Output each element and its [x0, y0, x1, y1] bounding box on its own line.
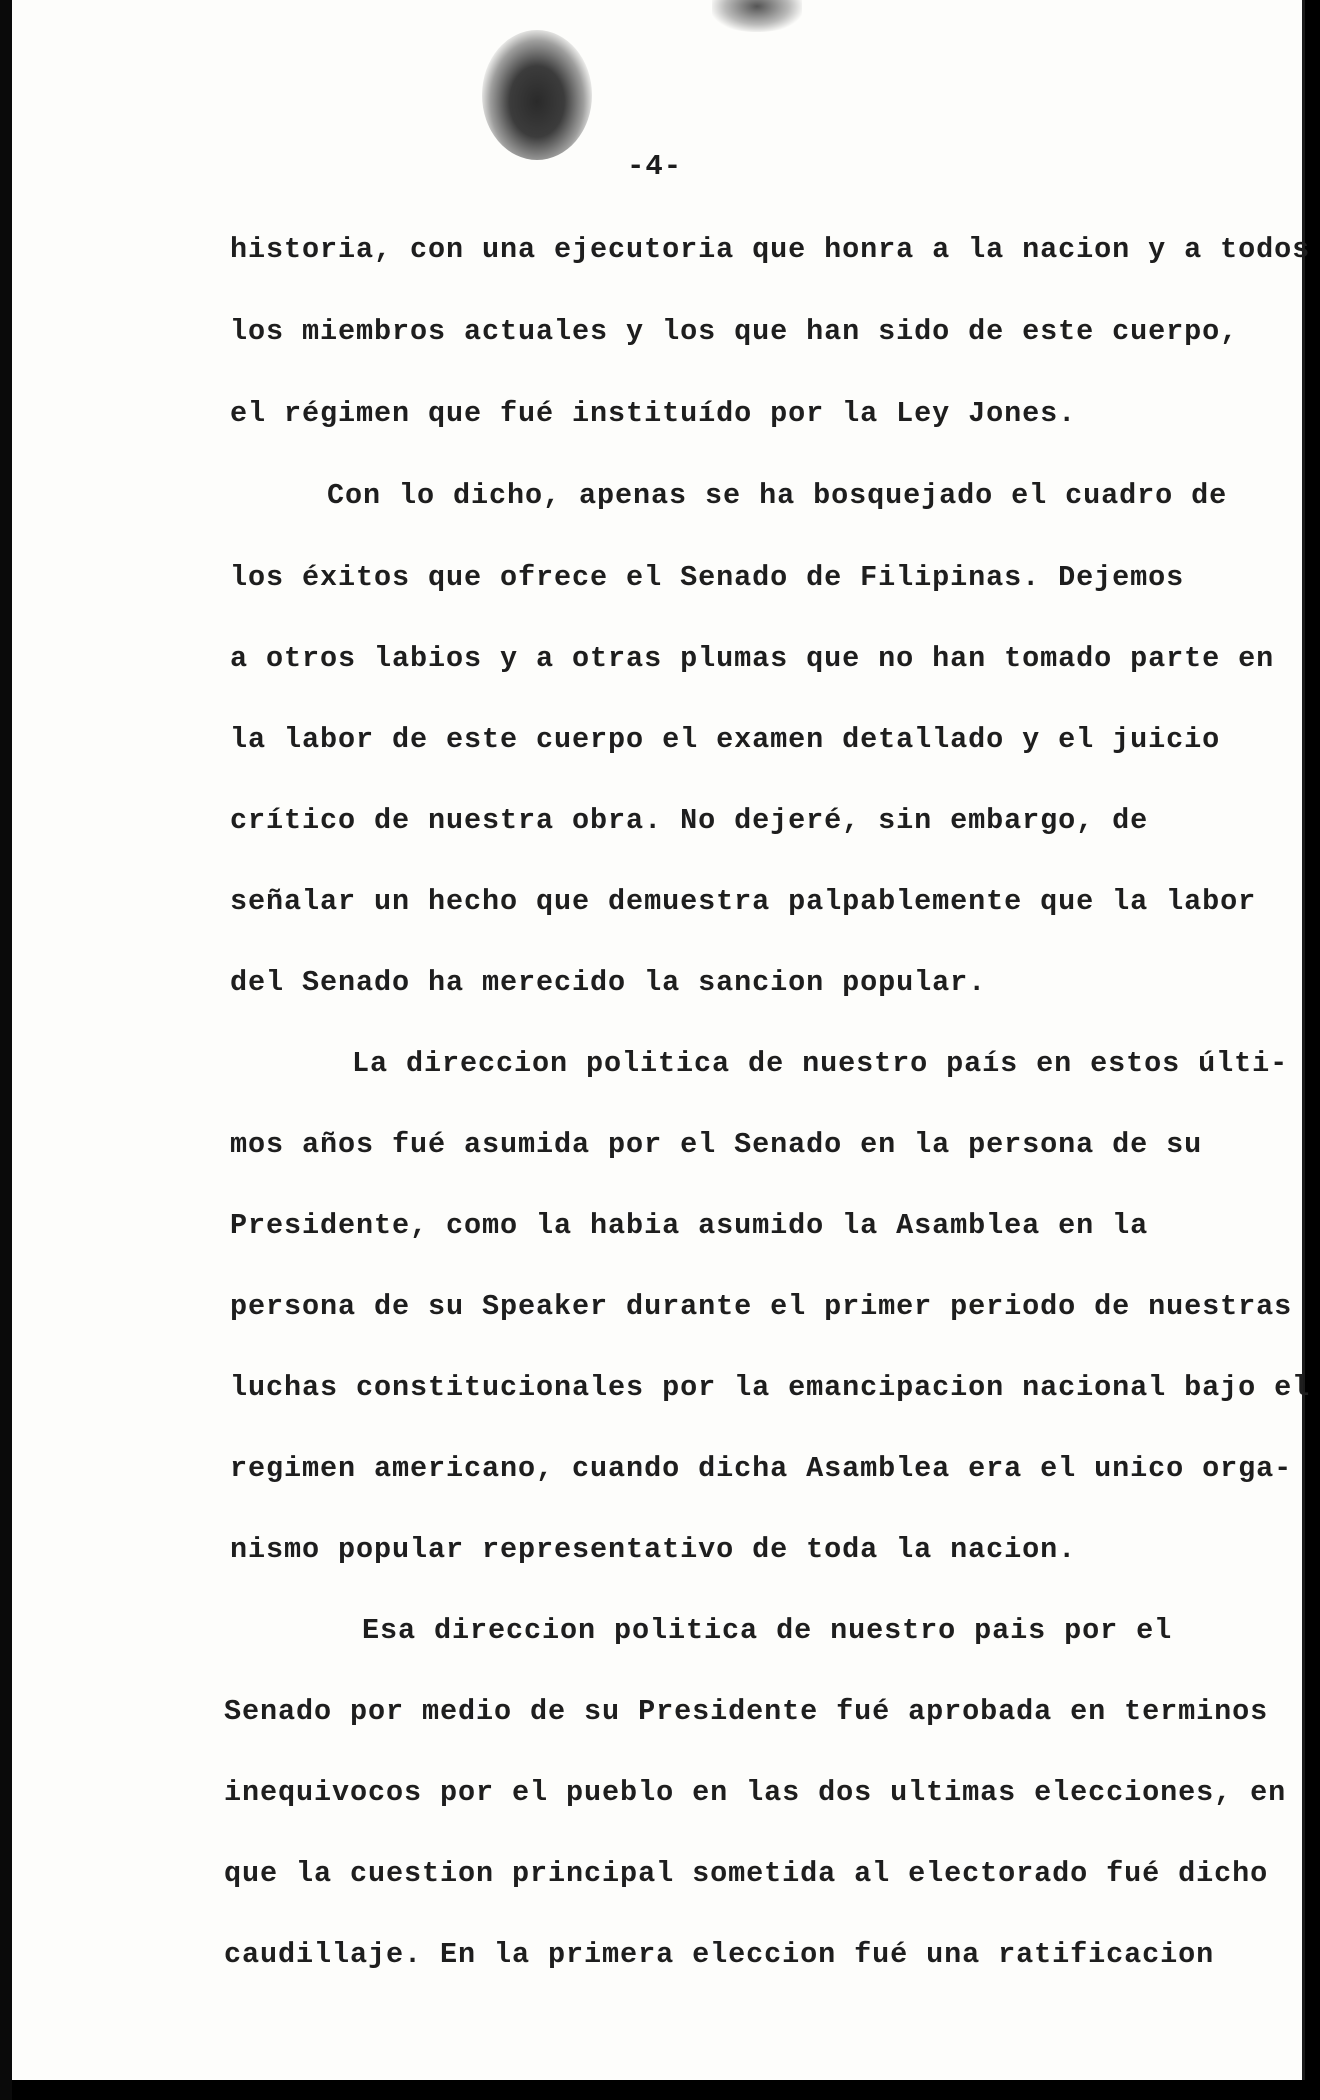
text-line: a otros labios y a otras plumas que no han tomado parte en	[230, 642, 1275, 675]
text-line: mos años fué asumida por el Senado en la persona de su	[230, 1128, 1203, 1161]
text-line: crítico de nuestra obra. No dejeré, sin embargo, de	[230, 804, 1149, 837]
page-number: -4-	[627, 150, 683, 183]
text-line: el régimen que fué instituído por la Ley Jones.	[230, 397, 1077, 430]
text-line: del Senado ha merecido la sancion popular.	[230, 966, 987, 999]
text-line: Senado por medio de su Presidente fué aprobada en terminos	[224, 1695, 1269, 1728]
text-line: que la cuestion principal sometida al electorado fué dicho	[224, 1857, 1269, 1890]
text-line: Con lo dicho, apenas se ha bosquejado el cuadro de	[327, 479, 1228, 512]
text-line: la labor de este cuerpo el examen detallado y el juicio	[230, 723, 1221, 756]
text-line: La direccion politica de nuestro país en estos últi-	[352, 1047, 1289, 1080]
ink-blot-mark	[482, 30, 592, 160]
ink-smudge-top	[712, 0, 802, 32]
text-line: luchas constitucionales por la emancipacion nacional bajo el	[230, 1371, 1311, 1404]
text-line: caudillaje. En la primera eleccion fué una ratificacion	[224, 1938, 1215, 1971]
text-line: Esa direccion politica de nuestro pais por el	[362, 1614, 1173, 1647]
text-line: regimen americano, cuando dicha Asamblea era el unico orga-	[230, 1452, 1293, 1485]
document-page	[12, 0, 1311, 2080]
text-line: inequivocos por el pueblo en las dos ultimas elecciones, en	[224, 1776, 1287, 1809]
scan-left-edge	[0, 0, 12, 2100]
text-line: persona de su Speaker durante el primer periodo de nuestras	[230, 1290, 1293, 1323]
text-line: Presidente, como la habia asumido la Asamblea en la	[230, 1209, 1149, 1242]
text-line: los miembros actuales y los que han sido de este cuerpo,	[230, 315, 1239, 348]
text-line: historia, con una ejecutoria que honra a la nacion y a todos	[230, 233, 1311, 266]
text-line: nismo popular representativo de toda la nacion.	[230, 1533, 1077, 1566]
text-line: señalar un hecho que demuestra palpablemente que la labor	[230, 885, 1257, 918]
text-line: los éxitos que ofrece el Senado de Filipinas. Dejemos	[230, 561, 1185, 594]
